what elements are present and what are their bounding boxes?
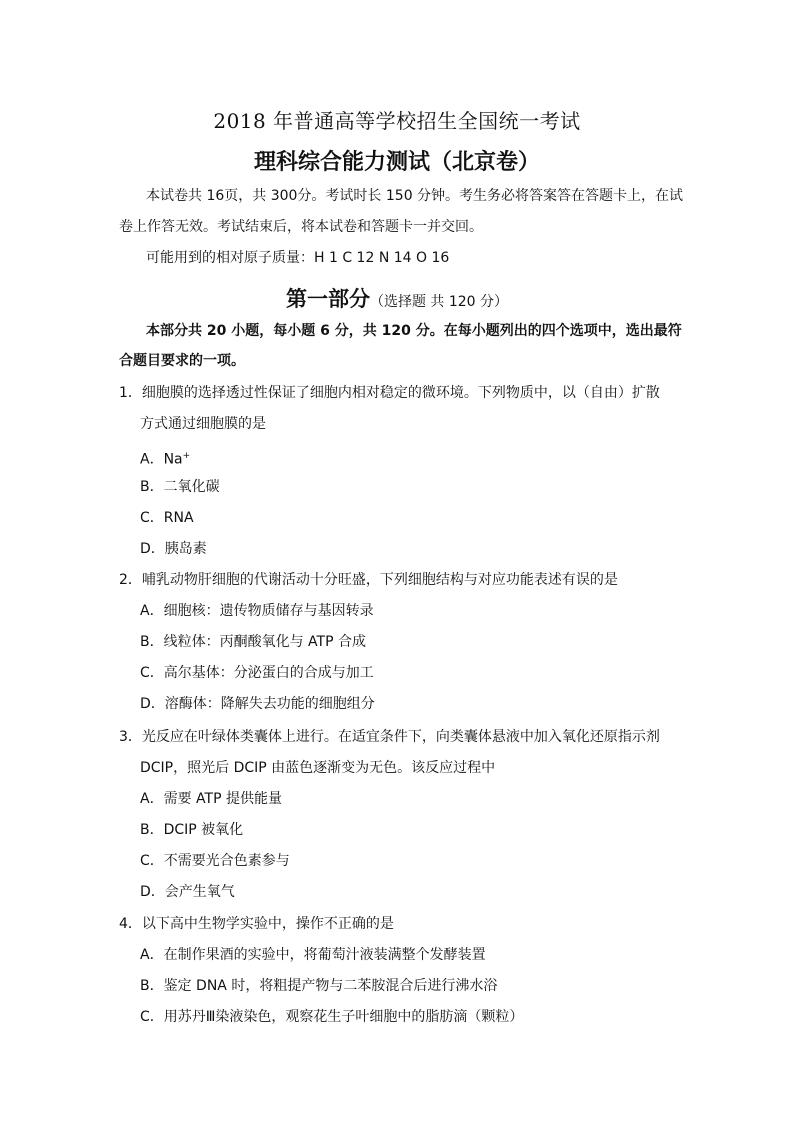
part-one-note: （选择题 共 120 分）	[369, 294, 509, 310]
question-1-option-a	[140, 446, 190, 470]
part-one-title: 第一部分	[285, 286, 370, 311]
question-3-option-b: B．DCIP 被氧化	[140, 822, 244, 838]
question-1-option-d: D．胰岛素	[140, 541, 207, 557]
question-2-line-1: 2．哺乳动物肝细胞的代谢活动十分旺盛，下列细胞结构与对应功能表述有误的是	[119, 572, 618, 588]
question-3-option-a: A．需要 ATP 提供能量	[140, 791, 282, 807]
question-2-option-a: A．细胞核：遗传物质储存与基因转录	[140, 603, 374, 619]
part-one-heading	[0, 283, 794, 313]
question-1-option-b: B．二氧化碳	[140, 479, 220, 495]
question-2-option-b: B．线粒体：丙酮酸氧化与 ATP 合成	[140, 634, 366, 650]
atomic-mass-line: 可能用到的相对原子质量：H 1 C 12 N 14 O 16	[146, 250, 450, 266]
question-4-line-1: 4．以下高中生物学实验中，操作不正确的是	[119, 916, 394, 932]
question-3-line-1: 3．光反应在叶绿体类囊体上进行。在适宜条件下，向类囊体悬液中加入氧化还原指示剂	[119, 729, 660, 745]
question-4-option-c: C．用苏丹Ⅲ染液染色，观察花生子叶细胞中的脂肪滴（颗粒）	[140, 1009, 524, 1025]
question-2-option-c: C．高尔基体：分泌蛋白的合成与加工	[140, 665, 374, 681]
option-a-text: A．Na	[140, 451, 183, 468]
exam-subtitle: 理科综合能力测试（北京卷）	[253, 149, 540, 175]
question-4-option-b: B．鉴定 DNA 时，将粗提产物与二苯胺混合后进行沸水浴	[140, 978, 498, 994]
intro-line-1: 本试卷共 16页，共 300分。考试时长 150 分钟。考生务必将答案答在答题卡上，在试	[146, 188, 684, 204]
question-4-option-a: A．在制作果酒的实验中，将葡萄汁液装满整个发酵装置	[140, 947, 486, 963]
part-one-desc-2: 合题目要求的一项。	[119, 353, 245, 369]
part-one-desc-1: 本部分共 20 小题，每小题 6 分，共 120 分。在每小题列出的四个选项中，选出最符	[146, 323, 682, 339]
question-3-option-d: D．会产生氧气	[140, 884, 235, 900]
question-1-line-1: 1．细胞膜的选择透过性保证了细胞内相对稳定的微环境。下列物质中，以（自由）扩散	[119, 385, 660, 401]
intro-line-2: 卷上作答无效。考试结束后，将本试卷和答题卡一并交回。	[119, 219, 483, 235]
question-3-option-c: C．不需要光合色素参与	[140, 853, 290, 869]
question-1-option-c: C．RNA	[140, 510, 194, 526]
ion-charge: +	[182, 451, 191, 461]
question-1-line-2: 方式通过细胞膜的是	[140, 416, 266, 432]
exam-title: 2018 年普通高等学校招生全国统一考试	[213, 109, 581, 133]
question-3-line-2: DCIP，照光后 DCIP 由蓝色逐渐变为无色。该反应过程中	[140, 760, 496, 776]
question-2-option-d: D．溶酶体：降解失去功能的细胞组分	[140, 696, 375, 712]
